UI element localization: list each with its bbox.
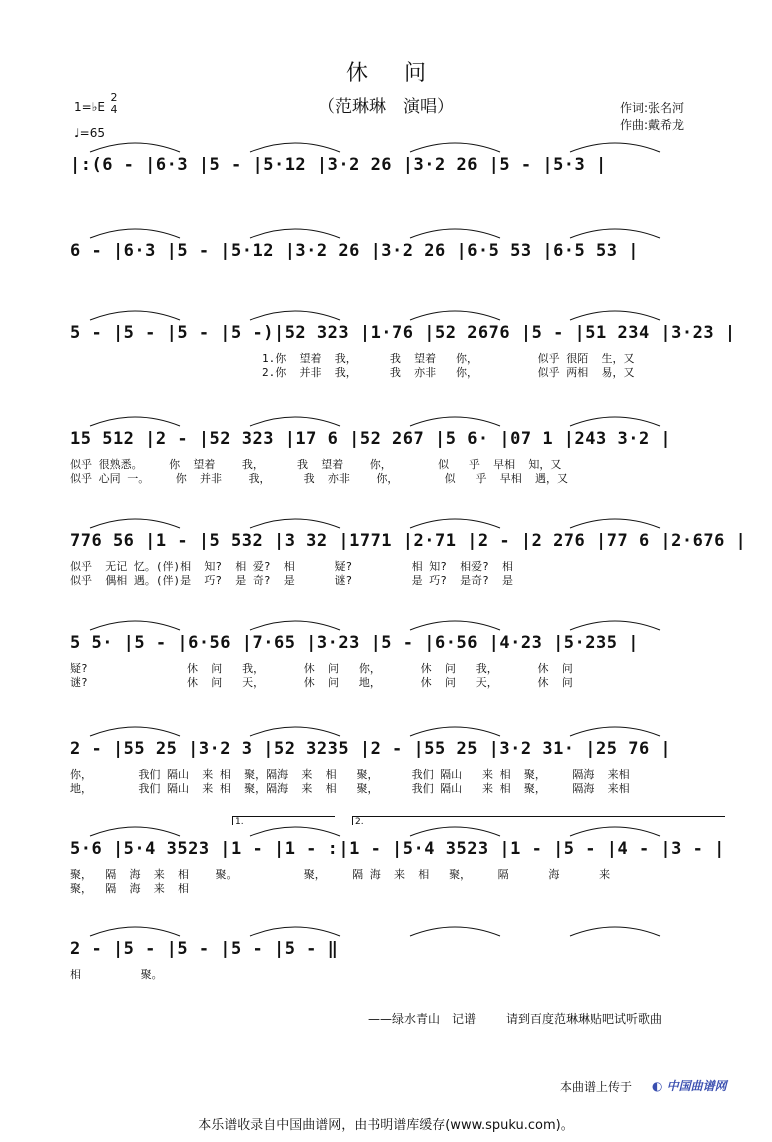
note-line: |:(6 - |6·3 |5 - |5·12 |3·2 26 |3·2 26 |5 - |5·3 |	[70, 155, 607, 175]
footer-text: 本乐谱收录自中国曲谱网，由书明谱库缓存(www.spuku.com)。	[198, 1118, 574, 1133]
composer-credit: 作曲:戴希龙	[620, 118, 685, 132]
note-line: 5 5· |5 - |6·56 |7·65 |3·23 |5 - |6·56 |4·23 |5·235 |	[70, 633, 639, 653]
note-line: 5·6 |5·4 3523 |1 - |1 - :|1 - |5·4 3523 |1 - |5 - |4 - |3 - |	[70, 839, 725, 859]
lyric-line: 谜? 休 问 天， 休 问 地， 休 问 天， 休 问	[70, 676, 573, 689]
page-title: 休问	[345, 61, 462, 86]
lyric-line: 似乎 偶相 遇。(伴)是 巧? 是 奇? 是 谜? 是 巧? 是奇? 是	[70, 574, 514, 587]
lyric-line: 似乎 无记 忆。(伴)相 知? 相 爱? 相 疑? 相 知? 相爱? 相	[70, 560, 514, 573]
lyric-line: 疑? 休 问 我， 休 问 你， 休 问 我， 休 问	[70, 662, 573, 675]
lyric-line: 地， 我们 隔山 来 相 聚，隔海 来 相 聚， 我们 隔山 来 相 聚， 隔海 来相	[70, 782, 630, 795]
volta-second-ending: 2.	[352, 816, 725, 825]
transcriber-credit: ——绿水青山 记谱	[368, 1012, 477, 1026]
key-signature: 1=♭E	[74, 100, 105, 114]
note-line: 776 56 |1 - |5 532 |3 32 |1771 |2·71 |2 - |2 276 |77 6 |2·676 |	[70, 531, 747, 551]
logo-text: 中国曲谱网	[666, 1079, 727, 1093]
note-line: 2 - |5 - |5 - |5 - |5 - ‖	[70, 939, 339, 959]
volta-first-ending: 1.	[232, 816, 335, 825]
note-line: 2 - |55 25 |3·2 3 |52 3235 |2 - |55 25 |3·2 31· |25 76 |	[70, 739, 672, 759]
lyric-line: 似乎 很熟悉。 你 望着 我， 我 望着 你， 似 乎 早相 知，又	[70, 458, 562, 471]
listen-note: 请到百度范琳琳贴吧试听歌曲	[506, 1012, 663, 1026]
lyric-line: 2.你 并非 我， 我 亦非 你， 似乎 两相 易，又	[70, 366, 635, 379]
logo-icon: ◐	[652, 1079, 667, 1093]
lyric-line: 相 聚。	[70, 968, 163, 981]
upload-label: 本曲谱上传于	[560, 1080, 633, 1094]
lyric-line: 你， 我们 隔山 来 相 聚，隔海 来 相 聚， 我们 隔山 来 相 聚， 隔海 来相	[70, 768, 630, 781]
note-line: 5 - |5 - |5 - |5 -)|52 323 |1·76 |52 2676 |5 - |51 234 |3·23 |	[70, 323, 736, 343]
tempo-marking: ♩=65	[74, 126, 105, 140]
time-signature: 2 4	[110, 91, 118, 116]
note-line: 15 512 |2 - |52 323 |17 6 |52 267 |5 6· |07 1 |243 3·2 |	[70, 429, 672, 449]
lyric-line: 似乎 心同 一。 你 并非 我， 我 亦非 你， 似 乎 早相 遇，又	[70, 472, 569, 485]
lyric-line: 1.你 望着 我， 我 望着 你， 似乎 很陌 生，又	[70, 352, 635, 365]
lyricist-credit: 作词:张名河	[620, 101, 685, 115]
lyric-line: 聚， 隔 海 来 相	[70, 882, 189, 895]
site-logo	[652, 1077, 727, 1094]
lyric-line: 聚， 隔 海 来 相 聚。 聚， 隔 海 来 相 聚， 隔 海 来	[70, 868, 611, 881]
note-line: 6 - |6·3 |5 - |5·12 |3·2 26 |3·2 26 |6·5 53 |6·5 53 |	[70, 241, 639, 261]
page-subtitle: （范琳琳 演唱）	[318, 97, 454, 117]
